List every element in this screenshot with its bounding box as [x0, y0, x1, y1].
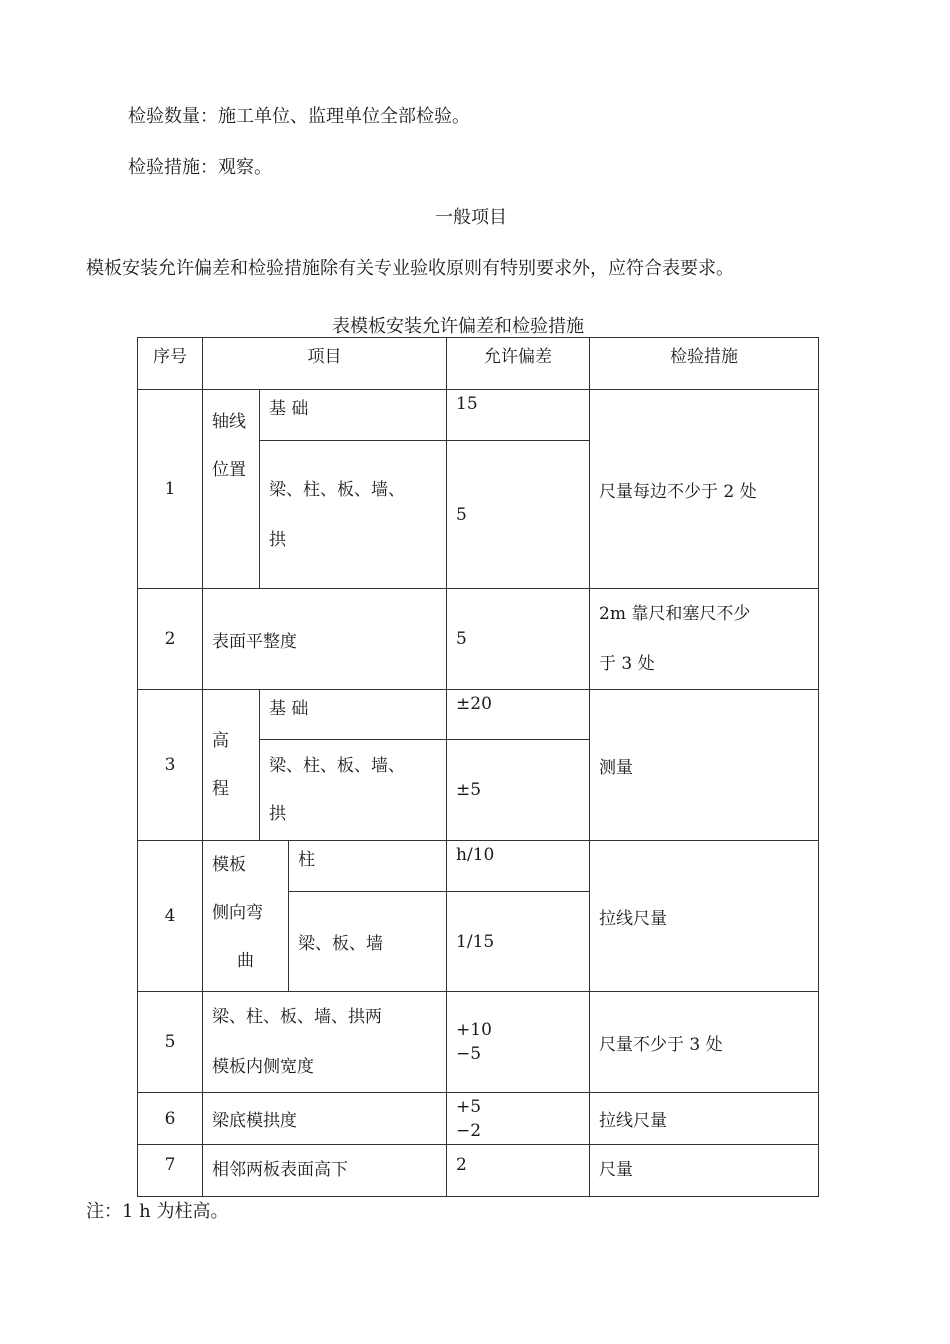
row3-sub1: 基 础 [260, 690, 447, 740]
table-row [138, 1093, 819, 1145]
row1-sub1: 基 础 [260, 390, 447, 441]
header-method: 检验措施 [590, 338, 819, 390]
row1-sub2-a: 梁、柱、板、墙、 [269, 479, 405, 500]
table-row [138, 589, 819, 690]
row3-sub2-a: 梁、柱、板、墙、 [269, 756, 405, 776]
row4-tol1: h/10 [447, 841, 590, 892]
section-heading: 一般项目 [435, 207, 507, 228]
row4-method: 拉线尺量 [590, 841, 819, 992]
row6-no: 6 [138, 1093, 203, 1145]
table-caption: 表模板安装允许偏差和检验措施 [332, 316, 584, 337]
row5-item [203, 992, 447, 1093]
table-row [138, 390, 819, 441]
row3-tol2: ±5 [447, 740, 590, 841]
row1-tol2: 5 [447, 441, 590, 589]
row3-sub2 [260, 740, 447, 841]
row6-item: 梁底模拱度 [203, 1093, 447, 1145]
table-row [138, 1145, 819, 1197]
inspect-method-text: 检验措施：观察。 [128, 157, 272, 178]
row7-method: 尺量 [590, 1145, 819, 1197]
header-item: 项目 [203, 338, 447, 390]
table-row [138, 841, 819, 892]
row7-no: 7 [138, 1145, 203, 1197]
row2-method-a: 2m 靠尺和塞尺不少 [599, 604, 751, 624]
header-tolerance: 允许偏差 [447, 338, 590, 390]
row7-tol: 2 [447, 1145, 590, 1197]
row6-tol-b: −2 [456, 1120, 482, 1141]
row5-method: 尺量不少于 3 处 [590, 992, 819, 1093]
row3-group-b: 程 [212, 779, 229, 799]
row1-method: 尺量每边不少于 2 处 [590, 390, 819, 589]
row5-item-a: 梁、柱、板、墙、拱两 [212, 1007, 382, 1027]
table-row [138, 992, 819, 1093]
header-no: 序号 [138, 338, 203, 390]
row2-item: 表面平整度 [203, 589, 447, 690]
row7-item: 相邻两板表面高下 [203, 1145, 447, 1197]
row2-method [590, 589, 819, 690]
row4-group-c: 曲 [237, 951, 254, 971]
table-header-row [138, 338, 819, 390]
row3-sub2-b: 拱 [269, 804, 286, 824]
row1-no: 1 [138, 390, 203, 589]
row2-tol: 5 [447, 589, 590, 690]
row3-group-a: 高 [212, 731, 229, 751]
row4-group-b: 侧向弯 [212, 903, 263, 923]
row4-group [203, 841, 289, 992]
row3-method: 测量 [590, 690, 819, 841]
row2-method-b: 于 3 处 [599, 654, 655, 674]
row1-group-a: 轴线 [212, 412, 246, 432]
row1-sub2 [260, 441, 447, 589]
row4-tol2: 1/15 [447, 892, 590, 992]
row4-no: 4 [138, 841, 203, 992]
row1-group [203, 390, 260, 589]
row1-sub2-b: 拱 [269, 529, 286, 550]
row6-method: 拉线尺量 [590, 1093, 819, 1145]
table-row [138, 690, 819, 740]
row4-sub1: 柱 [289, 841, 447, 892]
row3-tol1: ±20 [447, 690, 590, 740]
table-note: 注：1 h 为柱高。 [86, 1201, 229, 1222]
inspect-quantity-text: 检验数量：施工单位、监理单位全部检验。 [128, 106, 470, 127]
row5-tol [447, 992, 590, 1093]
row6-tol-a: +5 [456, 1096, 482, 1117]
row3-no: 3 [138, 690, 203, 841]
tolerance-table [137, 337, 819, 1197]
requirement-text: 模板安装允许偏差和检验措施除有关专业验收原则有特别要求外，应符合表要求。 [86, 258, 734, 279]
row5-tol-b: −5 [456, 1044, 482, 1064]
row4-group-a: 模板 [212, 855, 246, 875]
row2-no: 2 [138, 589, 203, 690]
row3-group [203, 690, 260, 841]
row1-tol1: 15 [447, 390, 590, 441]
row4-sub2: 梁、板、墙 [289, 892, 447, 992]
row6-tol [447, 1093, 590, 1145]
row5-no: 5 [138, 992, 203, 1093]
row5-tol-a: +10 [456, 1020, 492, 1040]
row5-item-b: 模板内侧宽度 [212, 1057, 314, 1077]
row1-group-b: 位置 [212, 460, 246, 480]
